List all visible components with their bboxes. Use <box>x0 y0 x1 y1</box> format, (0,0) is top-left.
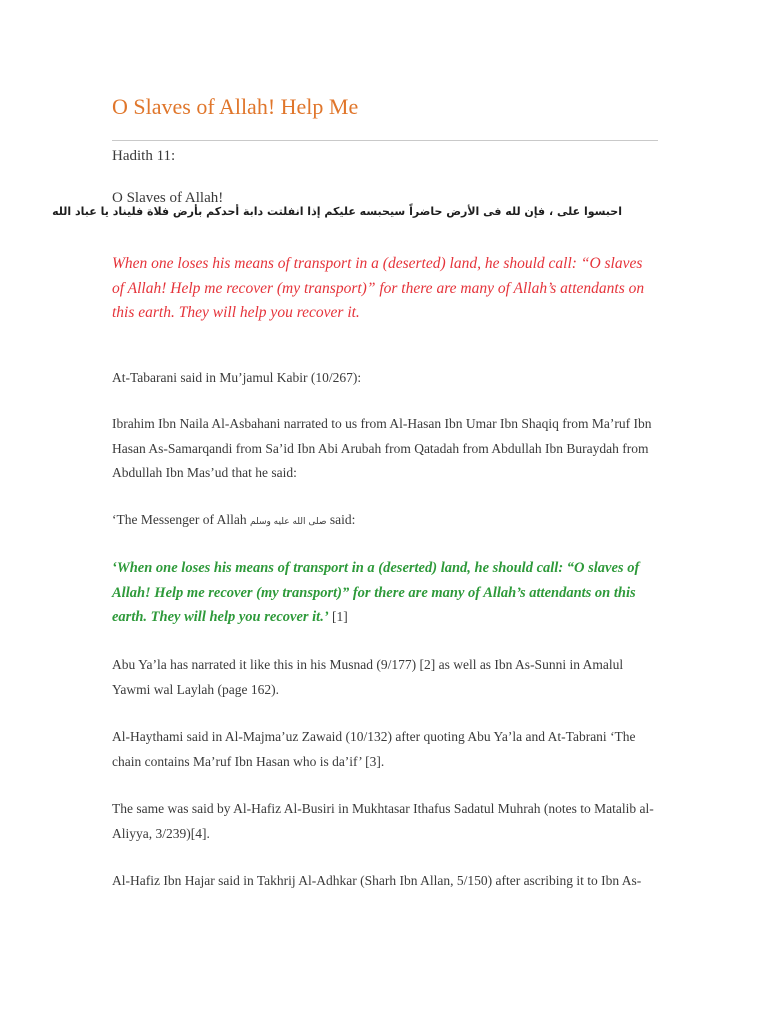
paragraph-chain: Ibrahim Ibn Naila Al-Asbahani narrated to us from Al-Hasan Ibn Umar Ibn Shaqiq from Ma’ruf Ibn Hasan As-Samarqandi from Sa’id Ibn Abi Arubah from Qatadah from Abdullah Ibn Buraydah from Abdullah Ibn Mas’ud that he said: <box>112 416 652 480</box>
hadith-label: Hadith 11: <box>112 148 176 164</box>
paragraph-messenger <box>112 508 658 535</box>
green-quote <box>112 556 658 630</box>
hadith-subtitle: O Slaves of Allah! <box>112 190 224 206</box>
messenger-text: ‘The Messenger of Allah <box>112 512 250 527</box>
arabic-hadith-text: احبسوا على ، فإن لله فى الأرض حاضراً سيحبسه عليكم إذا انفلتت دابة أحدكم بأرض فلاة فليناد يا عباد الله <box>52 205 622 218</box>
paragraph-source: At-Tabarani said in Mu’jamul Kabir (10/267): <box>112 370 362 385</box>
footnote-ref-1: [1] <box>328 609 348 624</box>
paragraph-ibn-hajar: Al-Hafiz Ibn Hajar said in Takhrij Al-Adhkar (Sharh Ibn Allan, 5/150) after ascribing it to Ibn As- <box>112 873 642 888</box>
title-divider <box>112 140 658 141</box>
salawat-arabic: صلى الله عليه وسلم <box>249 517 327 527</box>
paragraph-busiri: The same was said by Al-Hafiz Al-Busiri in Mukhtasar Ithafus Sadatul Muhrah (notes to Matalib al-Aliyya, 3/239)[4]. <box>112 801 654 841</box>
page-title: O Slaves of Allah! Help Me <box>112 94 359 119</box>
said-text: said: <box>326 512 356 527</box>
green-quote-text: ‘When one loses his means of transport in a (deserted) land, he should call: “O slaves of Allah! Help me recover (my transport)” for there are many of Allah’s attendants on this earth. They will help you recover it.’ <box>112 560 640 625</box>
paragraph-haythami: Al-Haythami said in Al-Majma’uz Zawaid (10/132) after quoting Abu Ya’la and At-Tabrani ‘The chain contains Ma’ruf Ibn Hasan who is da’if’ [3]. <box>112 729 636 769</box>
hadith-translation-quote: When one loses his means of transport in a (deserted) land, he should call: “O slaves of Allah! Help me recover (my transport)” for there are many of Allah’s attendants on this earth. They will help you recover it. <box>112 255 645 321</box>
paragraph-abu-yala: Abu Ya’la has narrated it like this in his Musnad (9/177) [2] as well as Ibn As-Sunni in Amalul Yawmi wal Laylah (page 162). <box>112 657 624 697</box>
